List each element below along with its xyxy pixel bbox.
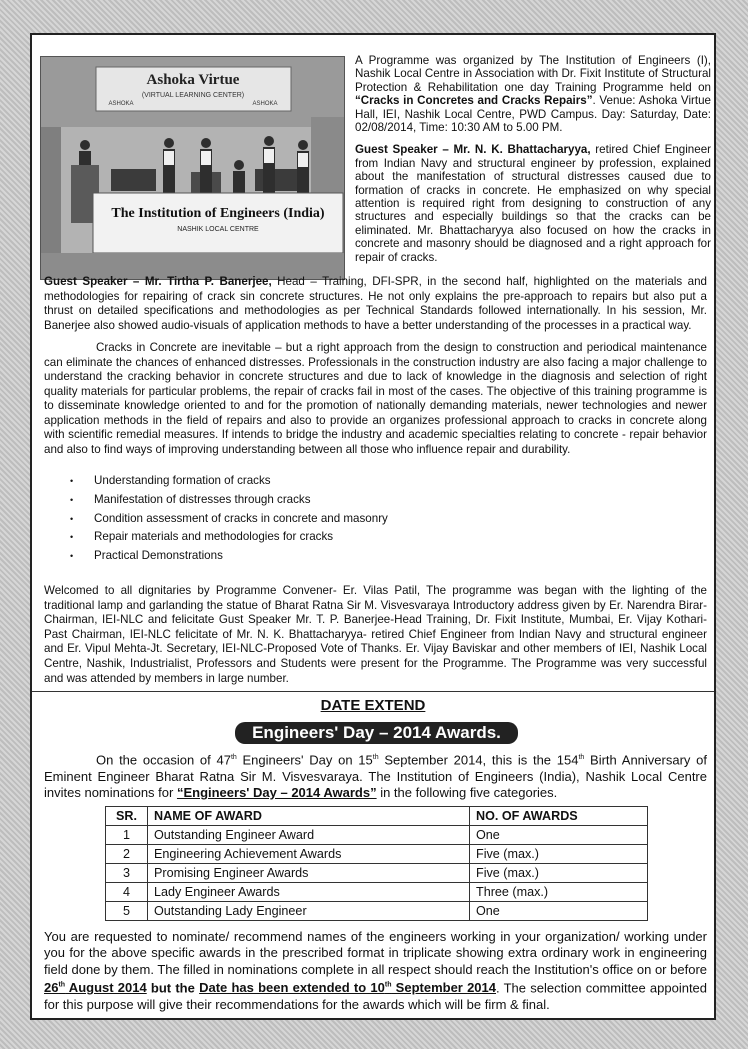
header-award-count: NO. OF AWARDS (470, 807, 648, 826)
header-sr: SR. (106, 807, 148, 826)
date-extend-heading: DATE EXTEND (320, 697, 426, 714)
welcome-paragraph: Welcomed to all dignitaries by Programme Convener- Er. Vilas Patil, The programme was began with the lighting of the traditional lamp and garlanding the statue of Bharat Ratna Sir M. Visvesvaraya Introductory address given by Er. Narendra Birar-Chairman, IEI-NLC and felicitate Gust Speaker Mr. T. P. Banerjee-Head Training, Dr. Fixit Institute, Mumbai, Er. Vijay Kothari-Past Chairman, IEI-NLC felicitate of Mr. N. K. Bhattacharyya- retired Chief Engineer from Indian Navy and structural engineer and Er. Vipul Mehta-Jt. Secretary, IEI-NLC-Proposed Vote of Thanks. Er. Vijay Baviskar and other members of IEI, Nashik Local Centre, Nashik, Industrialist, Professors and Students were present for the Programme. The Programme was very successful and was attended by members in large number. (44, 584, 707, 685)
list-item: • Understanding formation of cracks (70, 472, 388, 491)
banner-brand-left: ASHOKA (108, 101, 134, 107)
list-item: • Repair materials and methodologies for cracks (70, 528, 388, 547)
table-row: 3 Promising Engineer Awards Five (max.) (106, 864, 648, 883)
section-divider (32, 691, 714, 692)
guest-speaker-1-paragraph: Guest Speaker – Mr. N. K. Bhattacharyya, retired Chief Engineer from Indian Navy and structural engineer by profession, explained about the manifestation of structural distresses caused due to formation of cracks in concrete. He emphasized on why special attention is required right from designing to construction of any structures and especially buildings so that the cracks can be eliminated. Mr. Bhattacharyya also focused on how the cracks in concrete and masonry should be diagnosed and a right approach for repair of cracks. (355, 143, 711, 264)
banner-subtitle: (VIRTUAL LEARNING CENTER) (141, 92, 245, 99)
list-item: • Practical Demonstrations (70, 547, 388, 566)
list-item: • Condition assessment of cracks in concrete and masonry (70, 510, 388, 529)
podium-title: The Institution of Engineers (India) (111, 206, 325, 221)
table-row: 1 Outstanding Engineer Award One (106, 826, 648, 845)
banner-brand-right: ASHOKA (252, 101, 278, 107)
podium-subtitle: NASHIK LOCAL CENTRE (177, 226, 259, 233)
header-award-name: NAME OF AWARD (148, 807, 470, 826)
occasion-paragraph: On the occasion of 47th Engineers' Day on 15th September 2014, this is the 154th Birth Anniversary of Eminent Engineer Bharat Ratna Sir M. Visvesvaraya. The Institution of Engineers (India), Nashik Local Centre invites nominations for “Engineers' Day – 2014 Awards” in the following five categories. (44, 752, 707, 800)
original-deadline: 26th August 2014 (44, 980, 147, 996)
cracks-paragraph: Cracks in Concrete are inevitable – but a right approach from the design to construction and periodical maintenance can eliminate the chances of enhanced distresses. Professionals in the construction industry are also facing a major challenge to understand the cracking behavior in concrete structures and due to lack of knowledge in the diagnosis and selection of right quality materials for particular problems, the repair of cracks fail in most of the cases. The objective of this training programme is to disseminate knowledge oriented to and for the promotion of nationally demanding materials, newer technologies and newer application methods in the field of repairs and also to provide an organizes professional approach to cracks in concrete along with scientific remedial measures. If intends to bridge the industry and academic specialties relating to concrete - repair behavior and also to find ways of improving understanding between all those who influence repair and durability. (44, 341, 707, 456)
list-item: • Manifestation of distresses through cracks (70, 491, 388, 510)
awards-title-banner: Engineers' Day – 2014 Awards. (235, 722, 518, 744)
programme-title: “Cracks in Concretes and Cracks Repairs” (355, 94, 593, 108)
guest-speaker-2-paragraph: Guest Speaker – Mr. Tirtha P. Banerjee, Head – Training, DFI-SPR, in the second half, highlighted on the materials and methodologies for repairing of crack sin concrete structures. He not only explains the pre-approach to repairs but also put a thrust on detailed specifications and methodologies as per Technical Standards followed internationally. In his session, Mr. Banerjee also showed audio-visuals of application methods to have a better understanding of the processes in a practical way. (44, 275, 708, 332)
table-row: 2 Engineering Achievement Awards Five (max.) (106, 845, 648, 864)
banner-title: Ashoka Virtue (146, 72, 240, 88)
table-row: 5 Outstanding Lady Engineer One (106, 902, 648, 921)
page-sheet (30, 33, 716, 1020)
awards-name: “Engineers' Day – 2014 Awards” (176, 784, 377, 800)
extended-deadline: Date has been extended to 10th September 2014 (199, 980, 497, 996)
nomination-request-paragraph: You are requested to nominate/ recommend names of the engineers working in your organization/ working under you for the above specific awards in the prescribed format in triplicate showing extra ordinary work in engineering field done by them. The filled in nominations complete in all respect should reach the Institution's office on or before 26th August 2014 but the Date has been extended to 10th September 2014. The selection committee appointed for this purpose will give their recommendations for the awards which will be firm & final. (44, 929, 708, 1012)
guest-speaker-2-name: Guest Speaker – Mr. Tirtha P. Banerjee, (44, 275, 272, 288)
table-header-row (106, 807, 648, 826)
awards-table (105, 806, 648, 921)
objectives-list (70, 472, 388, 566)
intro-paragraph: A Programme was organized by The Institution of Engineers (I), Nashik Local Centre in Association with Dr. Fixit Institute of Structural Protection & Rehabilitation one day Training Programme held on “Cracks in Concretes and Cracks Repairs”. Venue: Ashoka Virtue Hall, IEI, Nashik Local Centre, PWD Campus. Day: Saturday, Date: 02/08/2014, Time: 10:30 AM to 5.00 PM. (355, 54, 711, 135)
event-photo-graphic (41, 57, 344, 279)
table-row: 4 Lady Engineer Awards Three (max.) (106, 883, 648, 902)
event-photo (40, 56, 345, 280)
intro-text (355, 54, 711, 273)
guest-speaker-1-name: Guest Speaker – Mr. N. K. Bhattacharyya, (355, 143, 591, 157)
